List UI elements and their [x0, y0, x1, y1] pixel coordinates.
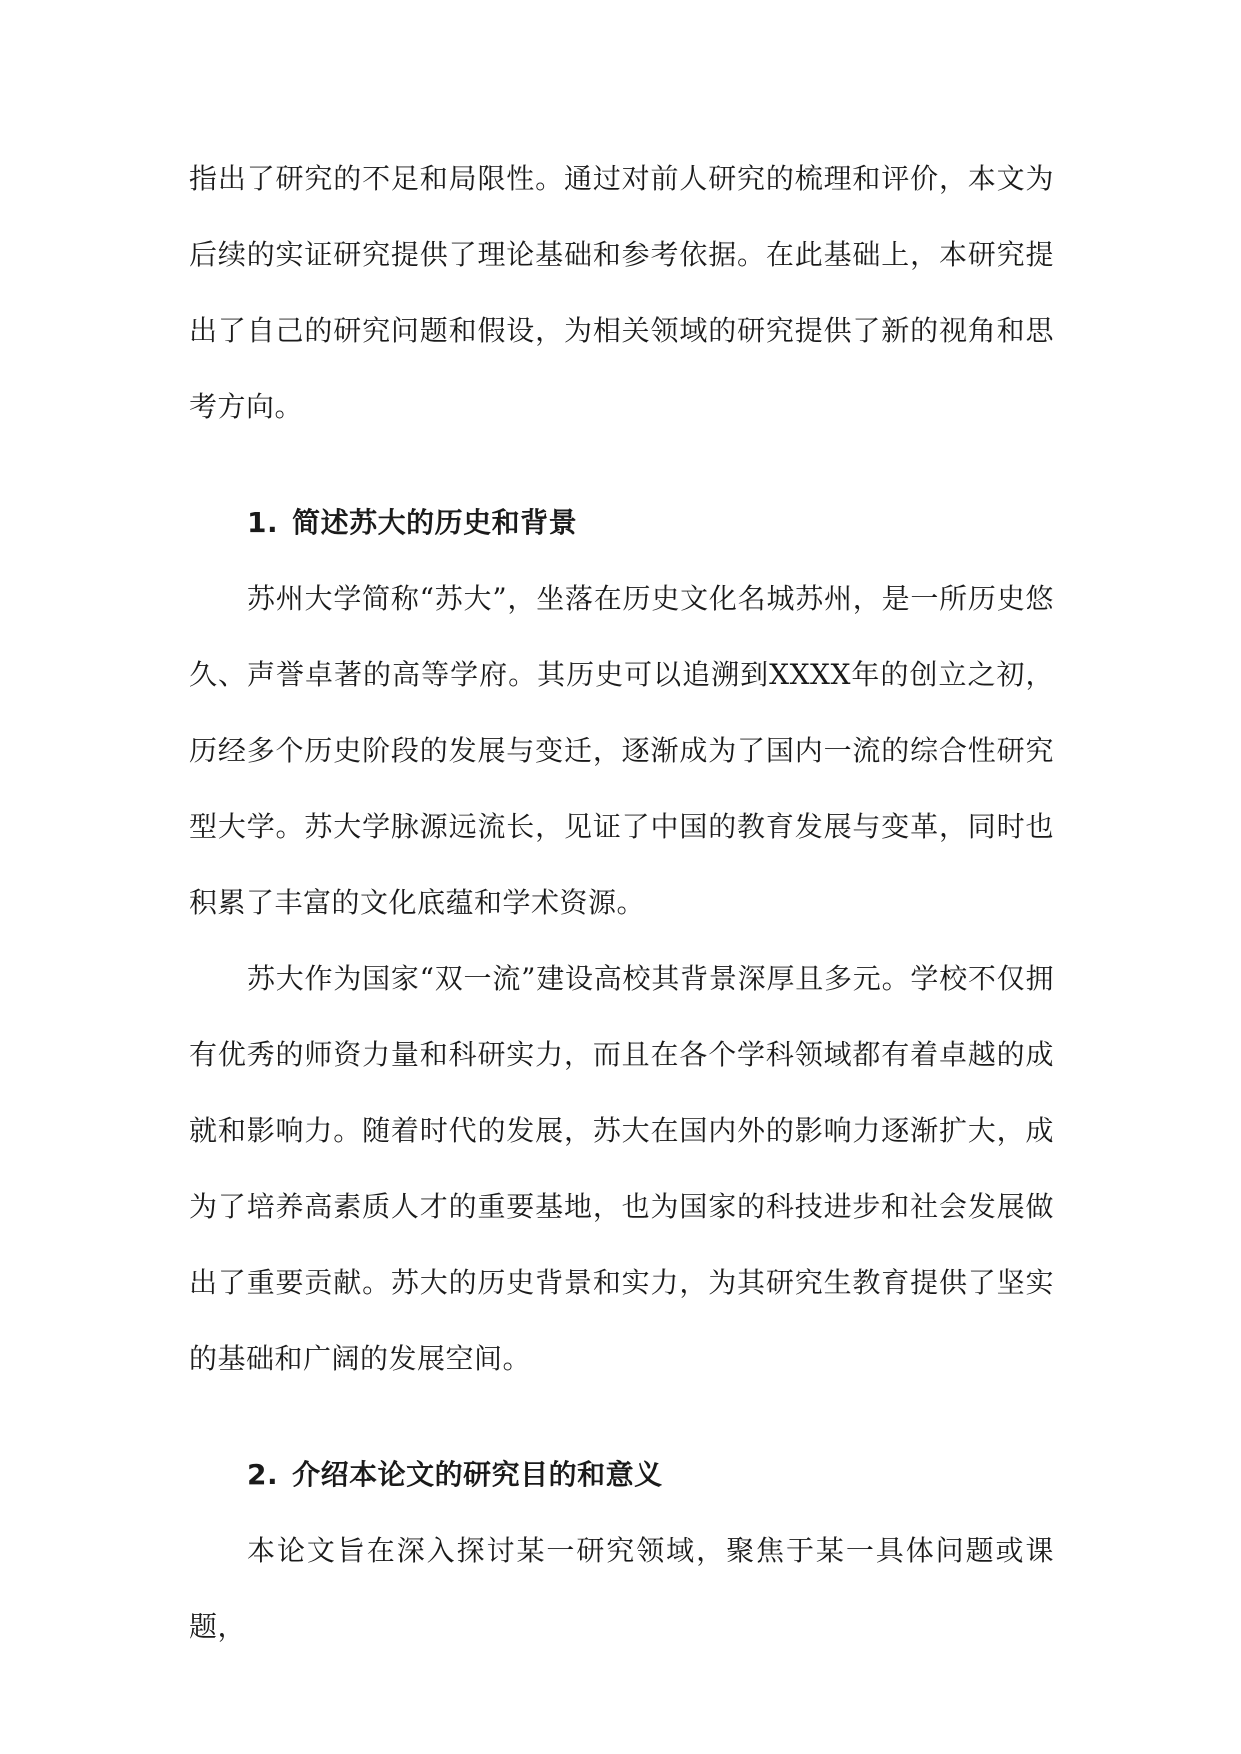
paragraph-background: 苏大作为国家“双一流”建设高校其背景深厚且多元。学校不仅拥有优秀的师资力量和科研实力，而且在各个学科领域都有着卓越的成就和影响力。随着时代的发展，苏大在国内外的影响力逐渐扩大，成为了培养高素质人才的重要基地，也为国家的科技进步和社会发展做出了重要贡献。苏大的历史背景和实力，为其研究生教育提供了坚实的基础和广阔的发展空间。 — [189, 962, 1054, 1375]
document-body — [189, 141, 1054, 1665]
section-heading-1 — [189, 485, 1054, 561]
section-gap — [189, 1397, 1054, 1437]
section-number: 2. — [247, 1458, 279, 1491]
section-heading-2 — [189, 1437, 1054, 1513]
section-title: 介绍本论文的研究目的和意义 — [292, 1458, 663, 1491]
section-gap — [189, 445, 1054, 485]
paragraph-continuation: 指出了研究的不足和局限性。通过对前人研究的梳理和评价，本文为后续的实证研究提供了理论基础和参考依据。在此基础上，本研究提出了自己的研究问题和假设，为相关领域的研究提供了新的视角和思考方向。 — [189, 162, 1054, 423]
paragraph-history: 苏州大学简称“苏大”，坐落在历史文化名城苏州，是一所历史悠久、声誉卓著的高等学府。其历史可以追溯到XXXX年的创立之初，历经多个历史阶段的发展与变迁，逐渐成为了国内一流的综合性研究型大学。苏大学脉源远流长，见证了中国的教育发展与变革，同时也积累了丰富的文化底蕴和学术资源。 — [189, 582, 1054, 919]
section-title: 简述苏大的历史和背景 — [292, 506, 578, 539]
paragraph-purpose: 本论文旨在深入探讨某一研究领域，聚焦于某一具体问题或课题， — [189, 1534, 1054, 1643]
section-number: 1. — [247, 506, 279, 539]
